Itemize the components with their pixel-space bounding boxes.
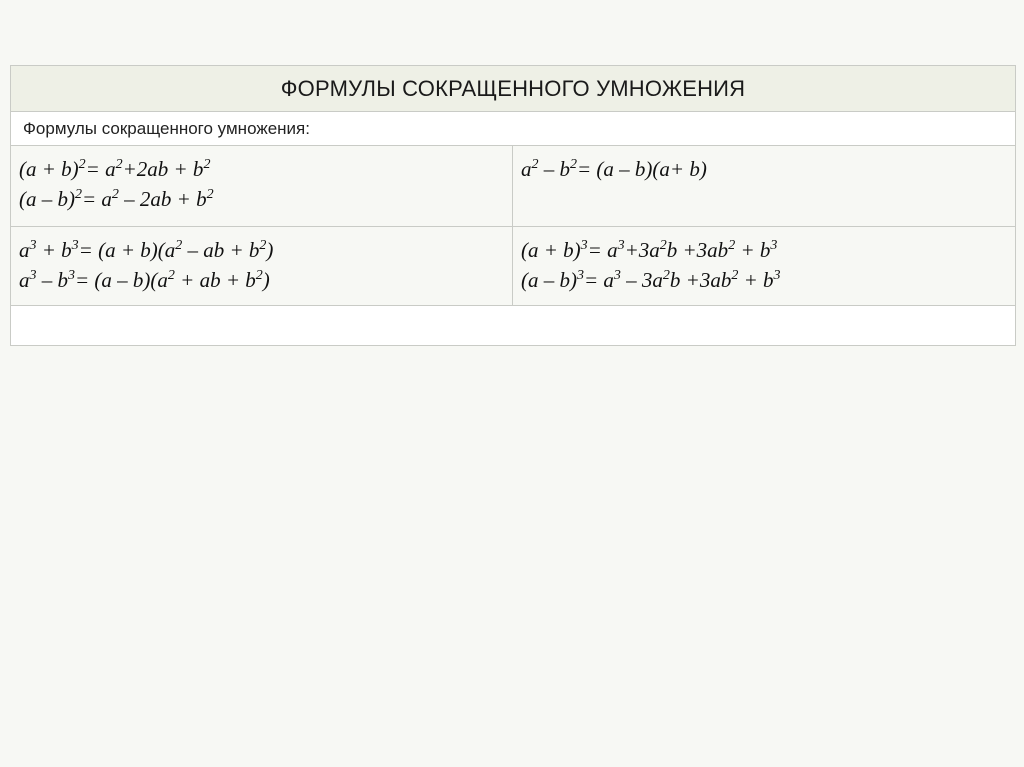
- formula-cell-sum-difference-of-cubes: [11, 227, 513, 306]
- formula-sum-of-cubes: $a^3 + b^3= (a + b)(a^2$ – ab + $b^2$): [19, 238, 274, 262]
- table-subtitle: Формулы сокращенного умножения:: [11, 112, 1016, 146]
- formula-cell-difference-of-squares: [513, 146, 1016, 227]
- formula-cube-of-sum: $(a + b)^3= a^3+3a^2b +3ab^2 + b^3$: [521, 238, 778, 262]
- formula-difference-of-cubes: $a^3 - b^3= (a - b)(a^2$ + ab + $b^2$): [19, 268, 270, 292]
- formula-square-of-difference: $(a - b)^2= a^2 - 2ab + b^2$: [19, 187, 214, 211]
- empty-row: [11, 306, 1016, 346]
- formula-difference-of-squares: $a^2 - b^2= (a - b)(a+ b)$: [521, 157, 707, 181]
- formula-cell-cubes: [513, 227, 1016, 306]
- formula-cell-squares: [11, 146, 513, 227]
- formula-square-of-sum: $(a + b)^2= a^2+2ab + b^2$: [19, 157, 211, 181]
- formula-cube-of-difference: $(a - b)^3= a^3 - 3a^2b +3ab^2 + b^3$: [521, 268, 781, 292]
- table-title: ФОРМУЛЫ СОКРАЩЕННОГО УМНОЖЕНИЯ: [11, 66, 1016, 112]
- formula-table: [10, 65, 1016, 346]
